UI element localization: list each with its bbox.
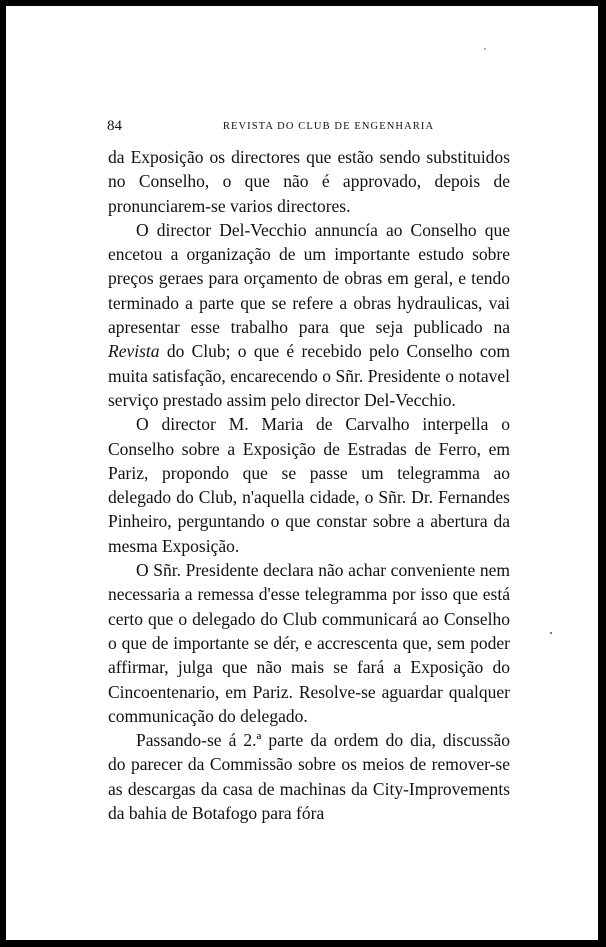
paragraph-3: O director M. Maria de Carvalho interpella o Conselho sobre a Exposição de Estradas de Ferro, em Pariz, propondo que se passe um telegramma ao delegado do Club, n'aquella cidade, o Sñr. Dr. Fernandes Pinheiro, perguntando o que constar sobre a abertura da mesma Exposição. (108, 414, 510, 556)
page-number: 84 (107, 118, 122, 134)
running-title: REVISTA DO CLUB DE ENGENHARIA (222, 121, 435, 132)
paragraph-1: da Exposição os directores que estão sendo substituidos no Conselho, o que não é approvado, depois de pronunciarem-se varios directores. (108, 147, 510, 216)
paper-speck (484, 48, 486, 50)
page-header (107, 118, 510, 138)
paragraph-5: Passando-se á 2.ª parte da ordem do dia, discussão do parecer da Commissão sobre os meios de remover-se as descargas da casa de machinas da City-Improvements da bahia de Botafogo para fóra (108, 730, 510, 824)
book-page (6, 6, 598, 940)
paragraph-4: O Sñr. Presidente declara não achar conveniente nem necessaria a remessa d'esse telegramma por isso que está certo que o delegado do Club communicará ao Conselho o que de importante se dér, e accrescenta que, sem poder affirmar, julga que não mais se fará a Exposição do Cincoentenario, em Pariz. Resolve-se aguardar qualquer communicação do delegado. (108, 560, 510, 726)
body-text (108, 145, 510, 825)
journal-title-italic: Revista (108, 341, 160, 362)
paragraph-2 (108, 218, 510, 412)
paper-speck (550, 632, 552, 634)
paragraph-2-text-a: O director Del-Vecchio annuncía ao Conselho que encetou a organização de um importante estudo sobre preços geraes para orçamento de obras em geral, e tendo terminado a parte que se refere a obras hydraulicas, vai apresentar esse trabalho para que seja publicado na (108, 219, 510, 338)
paragraph-2-text-b: do Club; o que é recebido pelo Conselho com muita satisfação, encarecendo o Sñr. Presidente o notavel serviço prestado assim pelo director Del-Vecchio. (108, 341, 510, 410)
